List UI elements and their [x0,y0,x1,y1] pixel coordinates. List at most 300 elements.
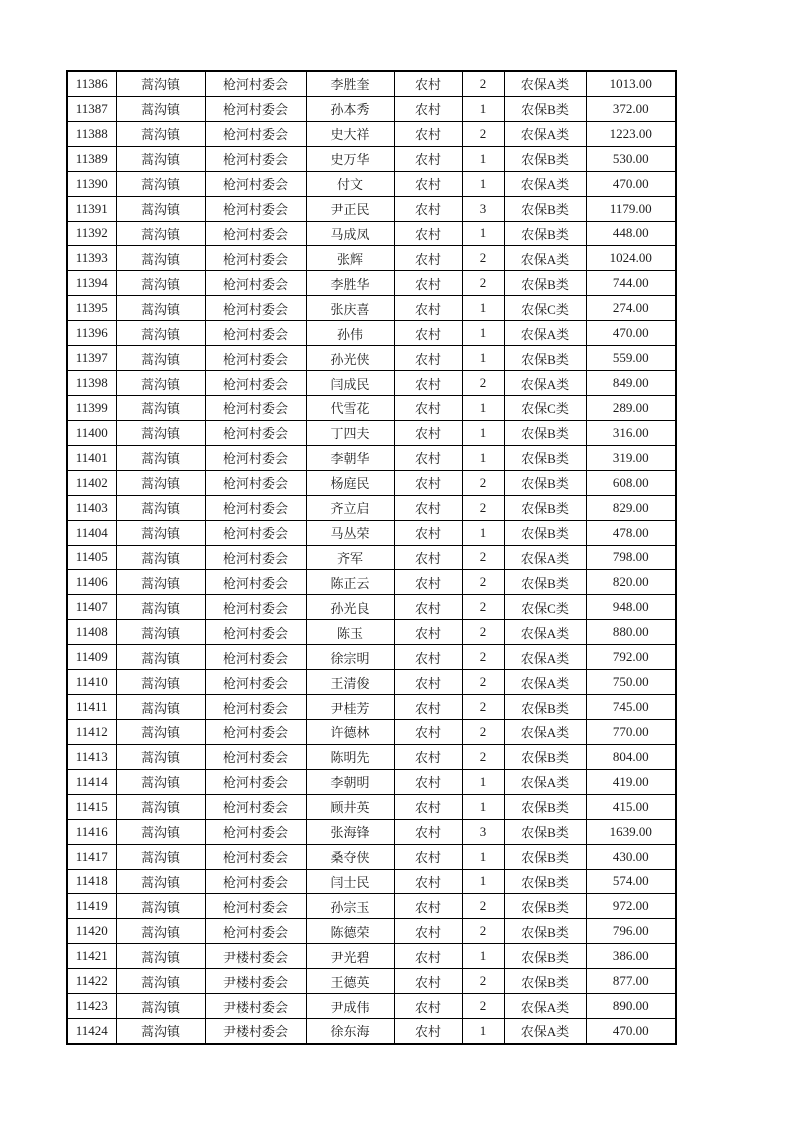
table-cell: 枪河村委会 [205,221,306,246]
table-row [67,1019,676,1044]
table-cell: 枪河村委会 [205,196,306,221]
table-row [67,171,676,196]
table-cell: 1 [462,869,504,894]
table-cell: 农村 [394,395,462,420]
table-cell: 574.00 [586,869,676,894]
table-cell: 陈德荣 [306,919,394,944]
table-cell: 829.00 [586,495,676,520]
table-cell: 农村 [394,171,462,196]
table-cell: 蒿沟镇 [116,346,205,371]
table-cell: 尹桂芳 [306,695,394,720]
table-cell: 蒿沟镇 [116,570,205,595]
table-cell: 农村 [394,695,462,720]
table-cell: 张庆喜 [306,296,394,321]
table-cell: 枪河村委会 [205,321,306,346]
table-cell: 枪河村委会 [205,445,306,470]
table-cell: 750.00 [586,670,676,695]
table-cell: 2 [462,495,504,520]
table-cell: 孙宗玉 [306,894,394,919]
table-cell: 尹成伟 [306,994,394,1019]
table-cell: 1 [462,445,504,470]
table-cell: 2 [462,271,504,296]
table-cell: 1 [462,769,504,794]
table-cell: 尹光碧 [306,944,394,969]
table-row [67,196,676,221]
table-cell: 11401 [67,445,116,470]
table-cell: 蒿沟镇 [116,321,205,346]
table-cell: 闫士民 [306,869,394,894]
table-cell: 枪河村委会 [205,744,306,769]
table-row [67,371,676,396]
table-cell: 2 [462,994,504,1019]
table-cell: 1 [462,844,504,869]
table-cell: 11420 [67,919,116,944]
table-cell: 蒿沟镇 [116,470,205,495]
table-row [67,420,676,445]
table-cell: 农村 [394,221,462,246]
table-cell: 蒿沟镇 [116,944,205,969]
table-cell: 顾井英 [306,794,394,819]
table-row [67,271,676,296]
table-cell: 农村 [394,420,462,445]
table-cell: 枪河村委会 [205,919,306,944]
table-cell: 11392 [67,221,116,246]
table-cell: 农村 [394,346,462,371]
table-cell: 蒿沟镇 [116,819,205,844]
table-cell: 798.00 [586,545,676,570]
table-cell: 419.00 [586,769,676,794]
table-cell: 农村 [394,371,462,396]
table-cell: 448.00 [586,221,676,246]
table-cell: 蒿沟镇 [116,520,205,545]
table-cell: 农村 [394,495,462,520]
table-cell: 274.00 [586,296,676,321]
table-cell: 386.00 [586,944,676,969]
table-cell: 11411 [67,695,116,720]
table-cell: 孙伟 [306,321,394,346]
table-cell: 农村 [394,844,462,869]
table-row [67,620,676,645]
table-cell: 2 [462,121,504,146]
table-cell: 11386 [67,71,116,96]
table-cell: 枪河村委会 [205,346,306,371]
table-cell: 1639.00 [586,819,676,844]
table-cell: 1 [462,296,504,321]
table-cell: 11395 [67,296,116,321]
table-cell: 农保A类 [504,670,586,695]
table-row [67,869,676,894]
table-cell: 877.00 [586,969,676,994]
table-row [67,844,676,869]
table-row [67,670,676,695]
table-cell: 蒿沟镇 [116,894,205,919]
table-cell: 张辉 [306,246,394,271]
table-cell: 2 [462,645,504,670]
table-cell: 972.00 [586,894,676,919]
table-cell: 1 [462,794,504,819]
table-row [67,894,676,919]
table-cell: 农村 [394,670,462,695]
table-row [67,645,676,670]
table-row [67,744,676,769]
table-row [67,296,676,321]
table-cell: 齐立启 [306,495,394,520]
table-cell: 付文 [306,171,394,196]
table-cell: 849.00 [586,371,676,396]
table-cell: 李朝华 [306,445,394,470]
table-cell: 农村 [394,520,462,545]
table-cell: 470.00 [586,1019,676,1044]
table-cell: 蒿沟镇 [116,844,205,869]
table-cell: 农保A类 [504,769,586,794]
table-cell: 农保B类 [504,420,586,445]
table-cell: 蒿沟镇 [116,271,205,296]
table-cell: 农村 [394,96,462,121]
table-cell: 11390 [67,171,116,196]
table-cell: 蒿沟镇 [116,221,205,246]
table-row [67,445,676,470]
table-cell: 11388 [67,121,116,146]
table-cell: 枪河村委会 [205,645,306,670]
table-cell: 尹楼村委会 [205,1019,306,1044]
table-cell: 农村 [394,570,462,595]
table-cell: 史大祥 [306,121,394,146]
table-cell: 农保B类 [504,495,586,520]
table-cell: 陈玉 [306,620,394,645]
table-cell: 农村 [394,744,462,769]
table-cell: 796.00 [586,919,676,944]
table-cell: 770.00 [586,719,676,744]
table-cell: 11416 [67,819,116,844]
table-cell: 农保A类 [504,171,586,196]
table-cell: 1 [462,96,504,121]
table-cell: 齐军 [306,545,394,570]
table-cell: 农村 [394,196,462,221]
table-cell: 农保A类 [504,719,586,744]
table-row [67,545,676,570]
table-cell: 蒿沟镇 [116,869,205,894]
table-cell: 农村 [394,71,462,96]
table-cell: 11413 [67,744,116,769]
table-cell: 农保A类 [504,371,586,396]
table-cell: 枪河村委会 [205,620,306,645]
table-cell: 11419 [67,894,116,919]
table-row [67,819,676,844]
table-cell: 蒿沟镇 [116,121,205,146]
table-cell: 枪河村委会 [205,719,306,744]
table-cell: 农村 [394,894,462,919]
table-cell: 2 [462,71,504,96]
table-cell: 11394 [67,271,116,296]
table-row [67,719,676,744]
table-row [67,246,676,271]
table-cell: 蒿沟镇 [116,919,205,944]
table-cell: 蒿沟镇 [116,744,205,769]
table-cell: 470.00 [586,321,676,346]
table-cell: 11393 [67,246,116,271]
table-cell: 11409 [67,645,116,670]
table-row [67,495,676,520]
table-cell: 农村 [394,271,462,296]
table-row [67,919,676,944]
table-cell: 2 [462,744,504,769]
table-cell: 415.00 [586,794,676,819]
table-row [67,944,676,969]
table-cell: 2 [462,570,504,595]
table-cell: 农村 [394,944,462,969]
table-cell: 农保B类 [504,271,586,296]
table-cell: 农保A类 [504,994,586,1019]
table-cell: 蒿沟镇 [116,420,205,445]
table-cell: 11421 [67,944,116,969]
table-cell: 蒿沟镇 [116,645,205,670]
table-cell: 1 [462,944,504,969]
table-cell: 农保C类 [504,296,586,321]
table-cell: 枪河村委会 [205,844,306,869]
table-cell: 徐宗明 [306,645,394,670]
table-cell: 11391 [67,196,116,221]
table-cell: 804.00 [586,744,676,769]
table-cell: 1179.00 [586,196,676,221]
table-row [67,96,676,121]
table-row [67,794,676,819]
table-cell: 李朝明 [306,769,394,794]
table-cell: 枪河村委会 [205,495,306,520]
table-cell: 蒿沟镇 [116,595,205,620]
table-cell: 农保B类 [504,96,586,121]
table-cell: 农保B类 [504,470,586,495]
table-cell: 蒿沟镇 [116,296,205,321]
table-cell: 蒿沟镇 [116,395,205,420]
table-cell: 农村 [394,819,462,844]
table-cell: 农村 [394,719,462,744]
table-cell: 王德英 [306,969,394,994]
table-cell: 农村 [394,794,462,819]
table-cell: 2 [462,545,504,570]
table-cell: 农村 [394,146,462,171]
table-cell: 枪河村委会 [205,96,306,121]
table-cell: 蒿沟镇 [116,719,205,744]
table-cell: 枪河村委会 [205,769,306,794]
table-cell: 农村 [394,595,462,620]
table-row [67,470,676,495]
table-cell: 农村 [394,321,462,346]
table-cell: 蒿沟镇 [116,969,205,994]
table-cell: 608.00 [586,470,676,495]
table-cell: 农保A类 [504,246,586,271]
table-cell: 农保A类 [504,645,586,670]
table-cell: 530.00 [586,146,676,171]
table-row [67,595,676,620]
table-cell: 11402 [67,470,116,495]
table-cell: 2 [462,620,504,645]
table-cell: 蒿沟镇 [116,1019,205,1044]
table-cell: 1 [462,321,504,346]
table-cell: 11415 [67,794,116,819]
table-cell: 2 [462,246,504,271]
table-cell: 蒿沟镇 [116,695,205,720]
table-cell: 农保B类 [504,869,586,894]
table-cell: 农村 [394,1019,462,1044]
table-cell: 马成凤 [306,221,394,246]
table-cell: 闫成民 [306,371,394,396]
table-cell: 948.00 [586,595,676,620]
table-cell: 农保B类 [504,695,586,720]
table-cell: 1 [462,221,504,246]
table-cell: 农保A类 [504,71,586,96]
table-cell: 2 [462,719,504,744]
table-cell: 11387 [67,96,116,121]
table-cell: 农保A类 [504,321,586,346]
table-cell: 11396 [67,321,116,346]
table-row [67,395,676,420]
table-cell: 1 [462,395,504,420]
table-cell: 2 [462,595,504,620]
table-cell: 11424 [67,1019,116,1044]
table-cell: 桑夺侠 [306,844,394,869]
table-cell: 316.00 [586,420,676,445]
table-cell: 农村 [394,969,462,994]
table-cell: 王清俊 [306,670,394,695]
table-cell: 农村 [394,296,462,321]
table-cell: 农保B类 [504,570,586,595]
table-cell: 枪河村委会 [205,71,306,96]
table-cell: 农保B类 [504,520,586,545]
table-row [67,321,676,346]
table-row [67,121,676,146]
table-cell: 372.00 [586,96,676,121]
table-cell: 蒿沟镇 [116,445,205,470]
table-cell: 蒿沟镇 [116,769,205,794]
table-cell: 农村 [394,545,462,570]
table-cell: 尹楼村委会 [205,994,306,1019]
table-row [67,346,676,371]
table-cell: 蒿沟镇 [116,196,205,221]
table-cell: 11399 [67,395,116,420]
table-cell: 尹正民 [306,196,394,221]
table-cell: 11406 [67,570,116,595]
table-cell: 蒿沟镇 [116,246,205,271]
table-row [67,520,676,545]
table-cell: 蒿沟镇 [116,96,205,121]
table-cell: 农保B类 [504,744,586,769]
table-cell: 蒿沟镇 [116,620,205,645]
table-cell: 尹楼村委会 [205,969,306,994]
table-cell: 马丛荣 [306,520,394,545]
table-cell: 11423 [67,994,116,1019]
table-cell: 农保A类 [504,545,586,570]
table-cell: 470.00 [586,171,676,196]
table-cell: 枪河村委会 [205,794,306,819]
table-cell: 2 [462,894,504,919]
table-cell: 农村 [394,869,462,894]
table-cell: 农保C类 [504,595,586,620]
table-cell: 1 [462,1019,504,1044]
table-cell: 孙本秀 [306,96,394,121]
table-cell: 农保A类 [504,121,586,146]
records-table [66,70,677,1045]
table-cell: 枪河村委会 [205,894,306,919]
table-cell: 孙光侠 [306,346,394,371]
table-cell: 农保B类 [504,445,586,470]
table-cell: 蒿沟镇 [116,495,205,520]
table-cell: 蒿沟镇 [116,146,205,171]
table-cell: 1013.00 [586,71,676,96]
table-cell: 杨庭民 [306,470,394,495]
table-cell: 农保B类 [504,944,586,969]
table-cell: 792.00 [586,645,676,670]
table-cell: 农村 [394,769,462,794]
table-row [67,769,676,794]
table-cell: 枪河村委会 [205,520,306,545]
table-row [67,969,676,994]
table-cell: 蒿沟镇 [116,71,205,96]
table-cell: 农村 [394,645,462,670]
table-cell: 11410 [67,670,116,695]
table-cell: 744.00 [586,271,676,296]
table-cell: 2 [462,919,504,944]
table-cell: 11397 [67,346,116,371]
table-cell: 289.00 [586,395,676,420]
table-cell: 枪河村委会 [205,595,306,620]
table-cell: 农村 [394,246,462,271]
table-cell: 枪河村委会 [205,570,306,595]
table-cell: 孙光良 [306,595,394,620]
table-cell: 农保B类 [504,794,586,819]
table-cell: 11414 [67,769,116,794]
table-row [67,695,676,720]
table-cell: 蒿沟镇 [116,794,205,819]
table-cell: 1223.00 [586,121,676,146]
table-cell: 农村 [394,470,462,495]
table-cell: 11418 [67,869,116,894]
table-cell: 枪河村委会 [205,695,306,720]
table-cell: 枪河村委会 [205,420,306,445]
table-cell: 2 [462,470,504,495]
table-cell: 农保B类 [504,969,586,994]
table-cell: 李胜奎 [306,71,394,96]
table-cell: 许德林 [306,719,394,744]
table-cell: 2 [462,969,504,994]
table-cell: 11407 [67,595,116,620]
table-cell: 代雪花 [306,395,394,420]
table-cell: 1 [462,171,504,196]
table-cell: 11389 [67,146,116,171]
table-cell: 农保B类 [504,919,586,944]
table-cell: 11400 [67,420,116,445]
table-cell: 3 [462,196,504,221]
table-cell: 张海锋 [306,819,394,844]
table-cell: 2 [462,695,504,720]
table-cell: 农保B类 [504,346,586,371]
table-cell: 枪河村委会 [205,246,306,271]
table-cell: 枪河村委会 [205,146,306,171]
table-cell: 农保A类 [504,620,586,645]
table-cell: 蒿沟镇 [116,670,205,695]
table-cell: 枪河村委会 [205,869,306,894]
table-row [67,221,676,246]
table-cell: 农保B类 [504,221,586,246]
table-cell: 3 [462,819,504,844]
table-cell: 319.00 [586,445,676,470]
table-cell: 丁四夫 [306,420,394,445]
table-cell: 农村 [394,620,462,645]
table-cell: 559.00 [586,346,676,371]
table-cell: 11422 [67,969,116,994]
table-cell: 11408 [67,620,116,645]
table-cell: 890.00 [586,994,676,1019]
table-cell: 农村 [394,445,462,470]
